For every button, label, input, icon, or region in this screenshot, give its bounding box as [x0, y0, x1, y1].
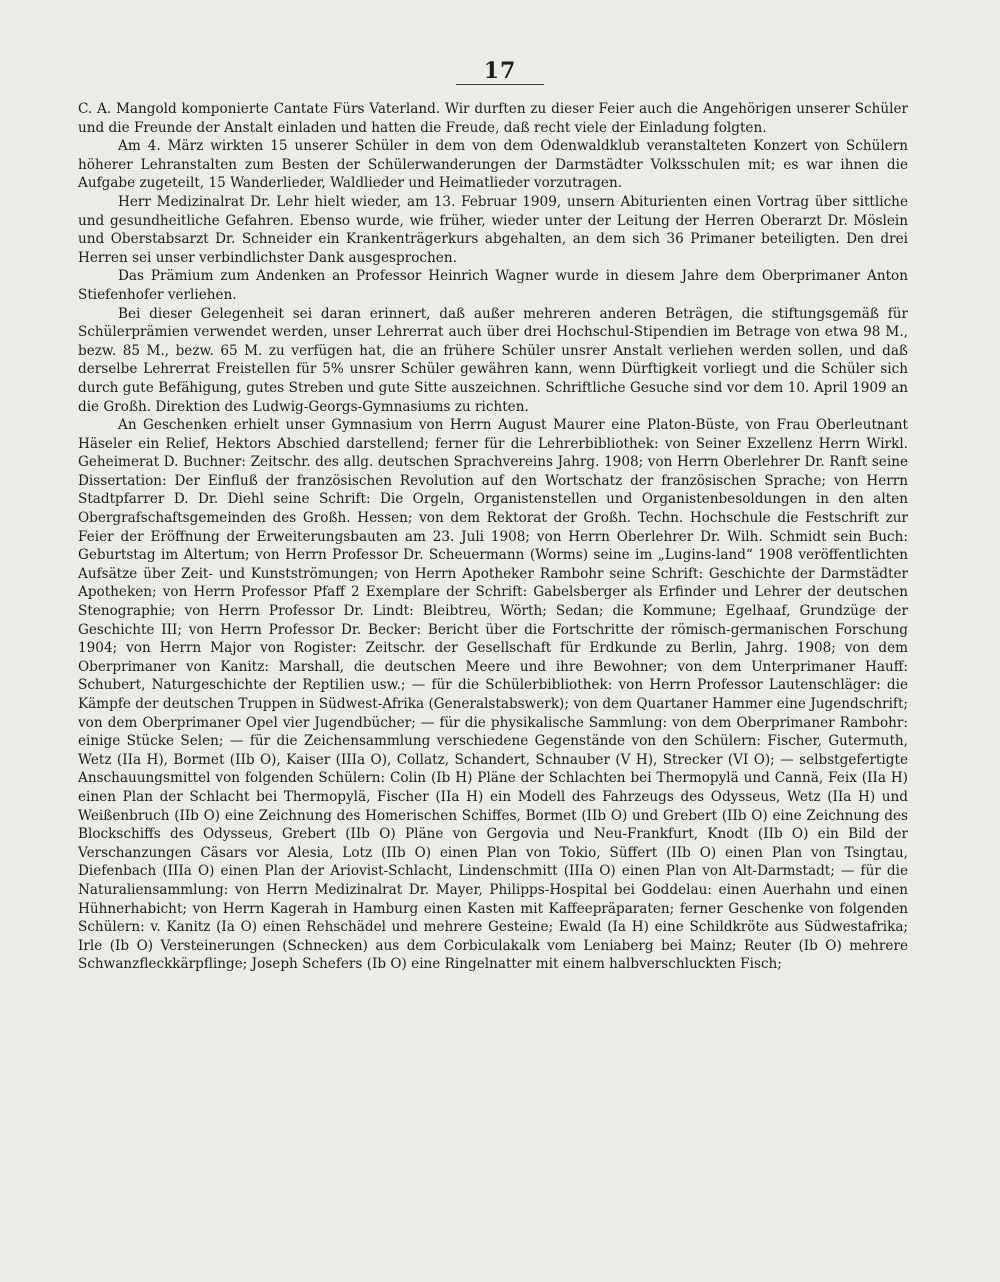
paragraph-concert: Am 4. März wirkten 15 unserer Schüler in dem von dem Odenwaldklub veranstalteten Konzert von Schülern höherer Lehranstalten zum Besten der Schülerwanderungen der Darmstädter Volksschulen mit; es war ihnen die Aufgabe zugeteilt, 15 Wanderlieder, Waldlieder und Heimatlieder vorzutragen. — [78, 138, 908, 192]
paragraph-lecture: Herr Medizinalrat Dr. Lehr hielt wieder, am 13. Februar 1909, unsern Abiturienten einen Vortrag über sittliche und gesundheitliche Gefahren. Ebenso wurde, wie früher, wieder unter der Leitung der Herren Oberarzt Dr. Möslein und Oberstabsarzt Dr. Schneider ein Krankenträgerkurs abgehalten, an dem sich 36 Primaner beteiligten. Den drei Herren sei unser verbindlichster Dank ausgesprochen. — [78, 193, 908, 266]
page-number: 17 — [483, 58, 517, 84]
paragraph-cantate: C. A. Mangold komponierte Cantate Fürs Vaterland. Wir durften zu dieser Feier auch die Angehörigen unserer Schüler und die Freunde der Anstalt einladen und hatten die Freude, daß recht viele der Einladung folgten. — [78, 101, 908, 136]
paragraph-gifts: An Geschenken erhielt unser Gymnasium von Herrn August Maurer eine Platon-Büste, von Frau Oberleutnant Häseler ein Relief, Hektors Abschied darstellend; ferner für die Lehrerbibliothek: von Seiner Exzellenz Herrn Wirkl. Geheimerat D. Buchner: Zeitschr. des allg. deutschen Sprachvereins Jahrg. 1908; von Herrn Oberlehrer Dr. Ranft seine Dissertation: Der Einfluß der französischen Revolution auf den Wortschatz der französischen Sprache; von Herrn Stadtpfarrer D. Dr. Diehl seine Schrift: Die Orgeln, Organistenstellen und Organistenbesoldungen in den alten Obergrafschaftsgemeinden des Großh. Hessen; von dem Rektorat der Großh. Techn. Hochschule die Festschrift zur Feier der Eröffnung der Erweiterungsbauten am 23. Juli 1908; von Herrn Oberlehrer Dr. Wilh. Schmidt sein Buch: Geburtstag im Altertum; von Herrn Professor Dr. Scheuermann (Worms) seine im „Lugins-land“ 1908 veröffentlichten Aufsätze über Zeit- und Kunstströmungen; von Herrn Apotheker Rambohr seine Schrift: Geschichte der Darmstädter Apotheken; von Herrn Professor Pfaff 2 Exemplare der Schrift: Gabelsberger als Erfinder und Lehrer der deutschen Stenographie; von Herrn Professor Dr. Lindt: Bleibtreu, Wörth; Sedan; die Kommune; Egelhaaf, Grundzüge der Geschichte III; von Herrn Professor Dr. Becker: Bericht über die Fortschritte der römisch-germanischen Forschung 1904; von Herrn Major von Rogister: Zeitschr. der Gesellschaft für Erdkunde zu Berlin, Jahrg. 1908; von dem Oberprimaner von Kanitz: Marshall, die deutschen Meere und ihre Bewohner; von dem Unterprimaner Hauff: Schubert, Naturgeschichte der Reptilien usw.; — für die Schülerbibliothek: von Herrn Professor Lautenschläger: die Kämpfe der deutschen Truppen in Südwest-Afrika (Generalstabswerk); von dem Quartaner Hammer eine Jugendschrift; von dem Oberprimaner Opel vier Jugendbücher; — für die physikalische Sammlung: von dem Oberprimaner Rambohr: einige Stücke Selen; — für die Zeichensammlung verschiedene Gegenstände von den Schülern: Fischer, Gutermuth, Wetz (IIa H), Bormet (IIb O), Kaiser (IIIa O), Collatz, Schandert, Schnauber (V H), Strecker (VI O); — selbstgefertigte Anschauungsmittel von folgenden Schülern: Colin (Ib H) Pläne der Schlachten bei Thermopylä und Cannä, Feix (IIa H) einen Plan der Schlacht bei Thermopylä, Fischer (IIa H) ein Modell des Fahrzeugs des Odysseus, Wetz (IIa H) und Weißenbruch (IIb O) eine Zeichnung des Homerischen Schiffes, Bormet (IIb O) und Grebert (IIb O) eine Zeichnung des Blockschiffs des Odysseus, Grebert (IIb O) Pläne von Gergovia und Neu-Frankfurt, Knodt (IIb O) ein Bild der Verschanzungen Cäsars vor Alesia, Lotz (IIb O) einen Plan von Tokio, Süffert (IIb O) einen Plan von Tsingtau, Diefenbach (IIIa O) einen Plan der Ariovist-Schlacht, Lindenschmitt (IIIa O) einen Plan von Alt-Darmstadt; — für die Naturaliensammlung: von Herrn Medizinalrat Dr. Mayer, Philipps-Hospital bei Goddelau: einen Auerhahn und einen Hühnerhabicht; von Herrn Kagerah in Hamburg einen Kasten mit Kaffeepräparaten; ferner Geschenke von folgenden Schülern: v. Kanitz (Ia O) einen Rehschädel und mehrere Gesteine; Ewald (Ia H) eine Schildkröte aus Südwestafrika; Irle (Ib O) Versteinerungen (Schnecken) aus dem Corbiculakalk vom Leniaberg bei Mainz; Reuter (Ib O) mehrere Schwanzfleckkärpflinge; Joseph Schefers (Ib O) eine Ringelnatter mit einem halbverschluckten Fisch; — [78, 417, 908, 973]
paragraph-stipends: Bei dieser Gelegenheit sei daran erinnert, daß außer mehreren anderen Beträgen, die stiftungsgemäß für Schülerprämien verwendet werden, unser Lehrerrat auch über drei Hochschul-Stipendien im Betrage von etwa 98 M., bezw. 85 M., bezw. 65 M. zu verfügen hat, die an frühere Schüler unsrer Anstalt verliehen werden sollen, und daß derselbe Lehrerrat Freistellen für 5% unsrer Schüler gewähren kann, wenn Dürftigkeit vorliegt und die Schüler sich durch gute Befähigung, gutes Streben und gute Sitte auszeichnen. Schriftliche Gesuche sind vor dem 10. April 1909 an die Großh. Direktion des Ludwig-Georgs-Gymnasiums zu richten. — [78, 305, 908, 415]
paragraph-prize: Das Prämium zum Andenken an Professor Heinrich Wagner wurde in diesem Jahre dem Oberprimaner Anton Stiefenhofer verliehen. — [78, 268, 908, 303]
body-text — [78, 100, 908, 974]
page-number-rule — [456, 84, 544, 85]
